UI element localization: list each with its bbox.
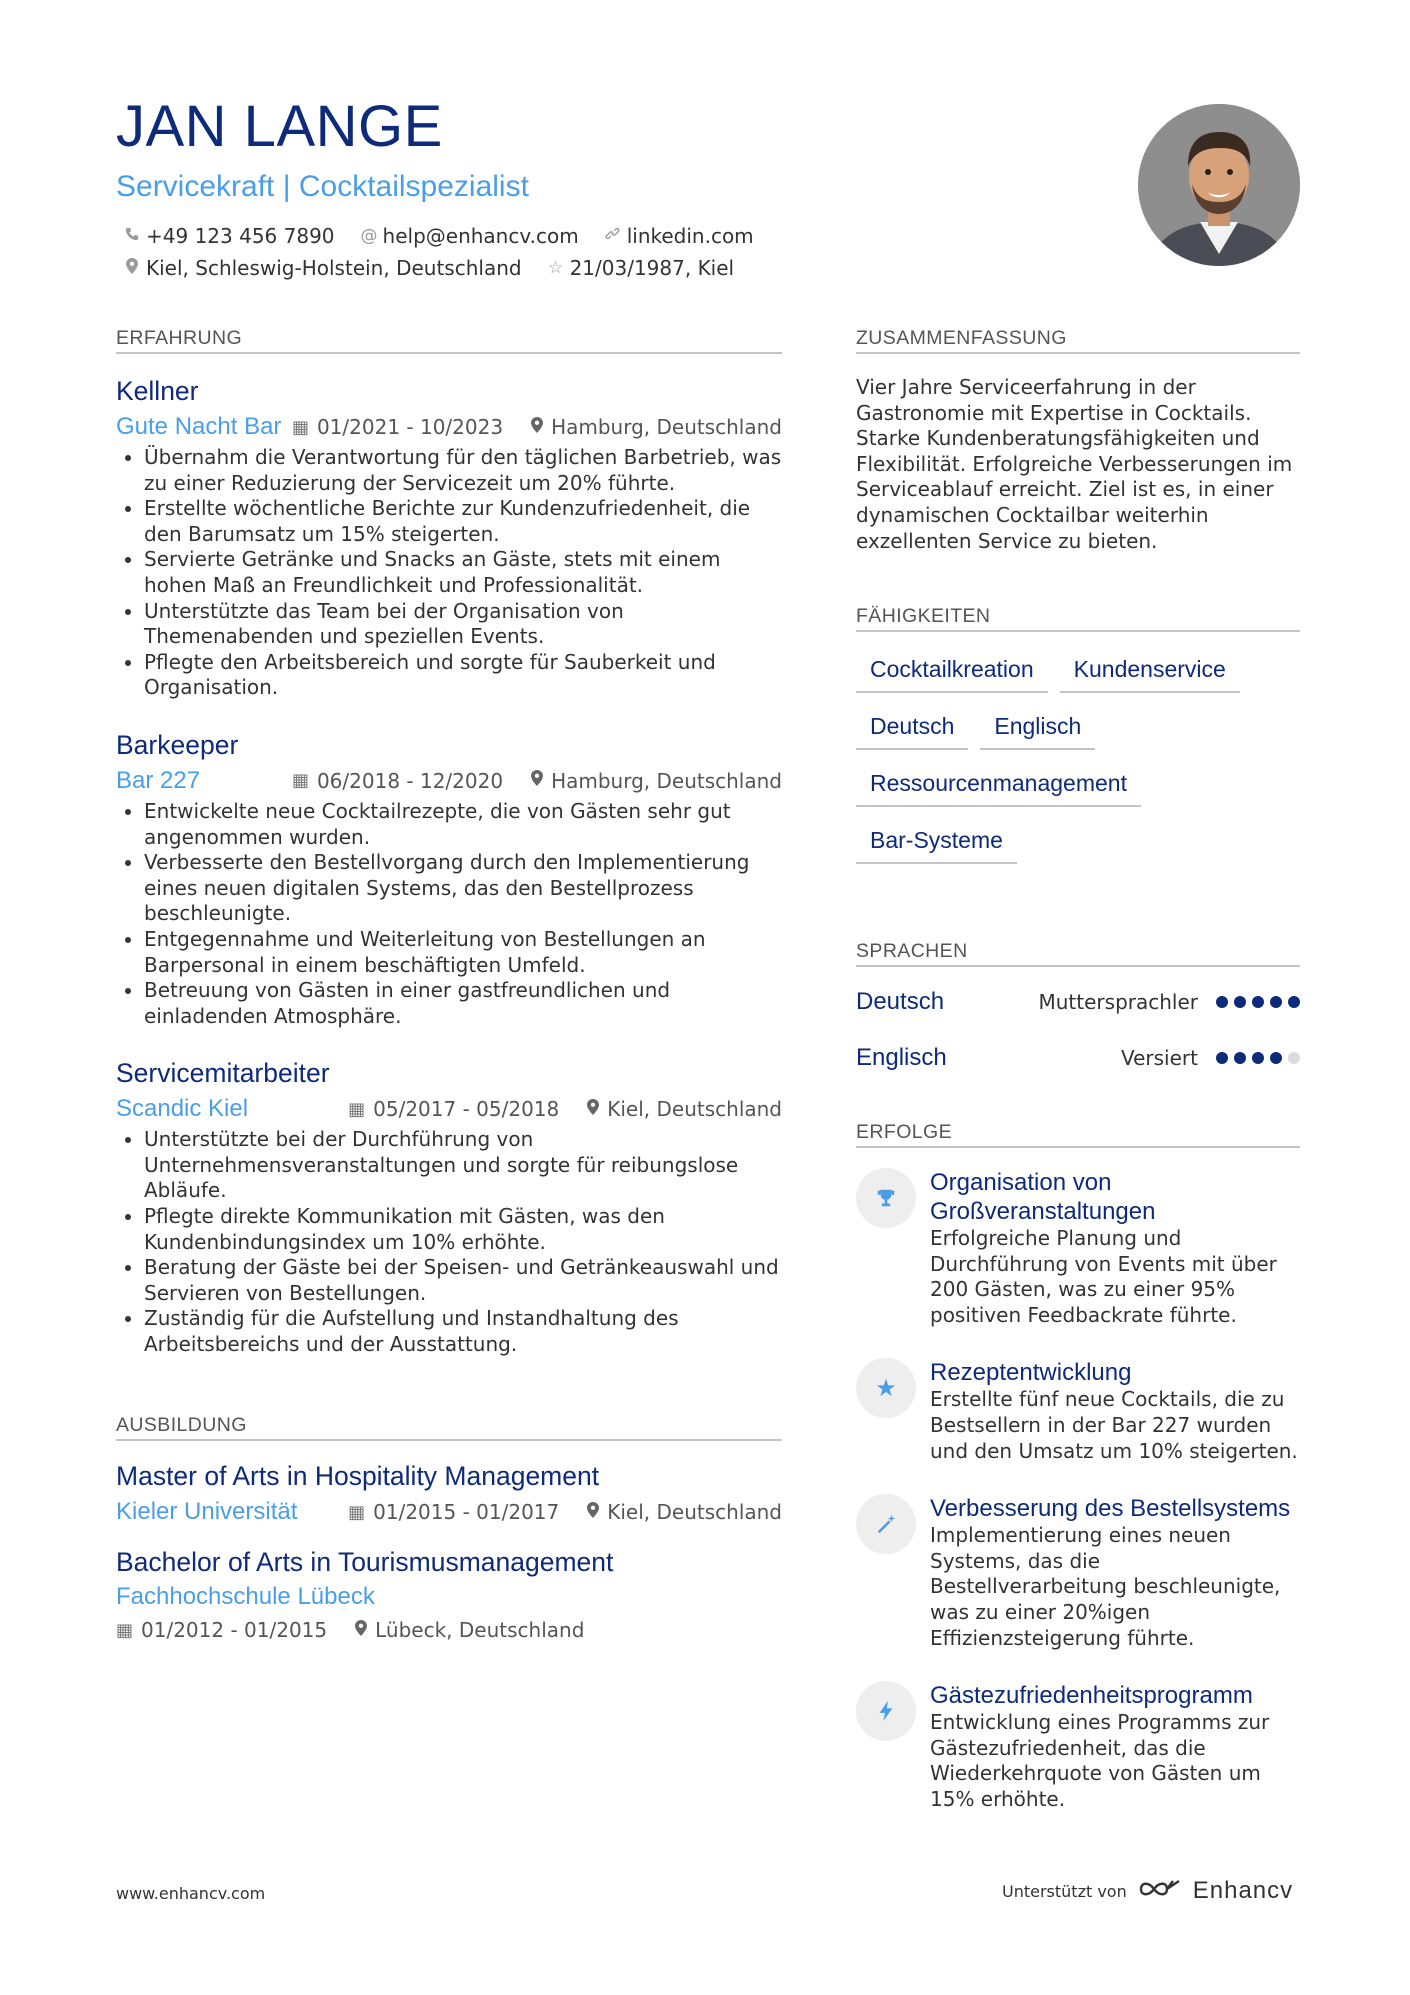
school-name: Fachhochschule Lübeck	[116, 1583, 375, 1610]
bullet: • Servierte Getränke und Snacks an Gäste, stets mit einem hohen Maß an Freundlichkeit und Professionalität.	[144, 547, 782, 598]
achievement-desc: Implementierung eines neuen Systems, das die Bestellverarbeitung beschleunigte, was zu einer 20%igen Effizienzsteigerung führte.	[930, 1523, 1281, 1650]
location-pin-icon	[355, 1620, 367, 1641]
job-meta	[116, 409, 782, 445]
contact-phone	[124, 224, 335, 248]
job-meta	[116, 1091, 782, 1127]
experience-item	[116, 373, 782, 701]
rating-dot-filled	[1252, 1052, 1264, 1064]
experience-item	[116, 727, 782, 1029]
bullet: • Übernahm die Verantwortung für den täglichen Barbetrieb, was zu einer Reduzierung der Servicezeit um 20% führte.	[144, 445, 782, 496]
education-item	[116, 1458, 782, 1530]
location-text: Hamburg, Deutschland	[551, 768, 782, 793]
job-title: Barkeeper	[116, 729, 239, 760]
job-meta	[116, 763, 782, 799]
section-header-skills: FÄHIGKEITEN	[856, 605, 1300, 632]
avatar	[1138, 104, 1300, 266]
degree-title: Master of Arts in Hospitality Management	[116, 1461, 600, 1491]
degree-title: Bachelor of Arts in Tourismusmanagement	[116, 1547, 614, 1577]
job-title: Kellner	[116, 376, 199, 406]
job-location	[531, 769, 782, 793]
education-location	[587, 1500, 782, 1524]
language-name: Englisch	[856, 1044, 947, 1071]
achievement-desc: Erstellte fünf neue Cocktails, die zu Bestsellern in der Bar 227 wurden und den Umsatz um 10% steigerten.	[930, 1387, 1298, 1463]
skill-tag: Deutsch	[856, 707, 968, 750]
location-text: Lübeck, Deutschland	[375, 1618, 585, 1642]
candidate-name: JAN LANGE	[116, 94, 443, 159]
rating-dot-filled	[1288, 996, 1300, 1008]
location-text: Kiel, Schleswig-Holstein, Deutschland	[146, 256, 522, 280]
skill-tag: Ressourcenmanagement	[856, 764, 1141, 807]
languages-list	[856, 974, 1300, 1086]
experience-list	[116, 373, 782, 1384]
achievement-item	[856, 1168, 1300, 1328]
contact-row-1	[124, 224, 754, 248]
education-meta	[116, 1614, 782, 1646]
language-rating	[1216, 996, 1300, 1008]
dates-text: 01/2015 - 01/2017	[373, 1500, 560, 1524]
achievement-desc: Erfolgreiche Planung und Durchführung von Events mit über 200 Gästen, was zu einer 95% positiven Feedbackrate führte.	[930, 1226, 1277, 1327]
job-dates	[292, 769, 503, 793]
contact-location	[124, 256, 522, 280]
education-meta	[116, 1494, 782, 1530]
location-pin-icon	[587, 1099, 599, 1120]
rating-dot-filled	[1234, 996, 1246, 1008]
phone-text: +49 123 456 7890	[146, 224, 335, 248]
experience-item	[116, 1055, 782, 1357]
school-name: Kieler Universität	[116, 1498, 298, 1525]
summary-block	[856, 375, 1300, 554]
trophy-icon	[856, 1168, 916, 1228]
section-header-achievements: ERFOLGE	[856, 1121, 1300, 1148]
rating-dot-filled	[1252, 996, 1264, 1008]
job-dates	[292, 415, 503, 439]
job-bullets	[116, 799, 782, 1029]
at-icon: @	[360, 226, 378, 246]
bullet: • Betreuung von Gästen in einer gastfreundlichen und einladenden Atmosphäre.	[144, 978, 782, 1029]
rating-dot-filled	[1270, 996, 1282, 1008]
rating-dot-filled	[1216, 1052, 1228, 1064]
magic-wand-icon	[856, 1494, 916, 1554]
job-bullets	[116, 1127, 782, 1357]
powered-by-text: Unterstützt von	[1002, 1881, 1127, 1901]
lightning-icon	[856, 1681, 916, 1741]
rating-dot-filled	[1216, 996, 1228, 1008]
dates-text: 01/2012 - 01/2015	[141, 1618, 328, 1642]
language-level: Muttersprachler	[1038, 990, 1198, 1014]
bullet: • Entwickelte neue Cocktailrezepte, die von Gästen sehr gut angenommen wurden.	[144, 799, 782, 850]
job-title: Servicemitarbeiter	[116, 1058, 330, 1089]
section-header-languages: SPRACHEN	[856, 940, 1300, 967]
company-name: Bar 227	[116, 766, 201, 794]
company-name: Scandic Kiel	[116, 1095, 249, 1123]
job-location	[587, 1097, 782, 1121]
section-header-education: AUSBILDUNG	[116, 1414, 782, 1441]
location-pin-icon	[531, 417, 543, 438]
dates-text: 05/2017 - 05/2018	[373, 1097, 560, 1122]
section-header-experience: ERFAHRUNG	[116, 327, 782, 354]
brand-name: Enhancv	[1192, 1877, 1294, 1904]
achievement-title: Verbesserung des Bestellsystems	[930, 1495, 1291, 1523]
location-pin-icon	[531, 770, 543, 791]
skill-tag: Cocktailkreation	[856, 650, 1048, 693]
dates-text: 01/2021 - 10/2023	[316, 415, 504, 439]
bullet: • Erstellte wöchentliche Berichte zur Kundenzufriedenheit, die den Barumsatz um 15% steigerten.	[144, 496, 782, 547]
education-location	[355, 1618, 584, 1642]
enhancv-logo-icon	[1137, 1876, 1183, 1906]
calendar-icon: ▦	[348, 1501, 366, 1523]
summary-text: Vier Jahre Serviceerfahrung in der Gastronomie mit Expertise in Cocktails. Starke Kundenberatungsfähigkeiten und Flexibilität. Erfolgreiche Verbesserungen im Serviceablauf erreicht. Ziel ist es, in einer dynamischen Cocktailbar weiterhin exzellenten Service zu bieten.	[856, 375, 1293, 553]
bullet: • Pflegte den Arbeitsbereich und sorgte für Sauberkeit und Organisation.	[144, 650, 782, 701]
rating-dot-empty	[1288, 1052, 1300, 1064]
education-list	[116, 1458, 782, 1646]
email-text: help@enhancv.com	[382, 224, 579, 248]
calendar-icon: ▦	[291, 416, 309, 438]
star-icon: ★	[856, 1358, 916, 1418]
bullet: • Beratung der Gäste bei der Speisen- und Getränkeauswahl und Servieren von Bestellungen.	[144, 1255, 782, 1306]
job-dates	[348, 1097, 559, 1121]
linkedin-text: linkedin.com	[626, 224, 754, 248]
skill-tag: Kundenservice	[1060, 650, 1240, 693]
achievement-item	[856, 1358, 1300, 1464]
birth-text: 21/03/1987, Kiel	[569, 256, 735, 280]
section-header-summary: ZUSAMMENFASSUNG	[856, 327, 1300, 354]
education-item	[116, 1544, 782, 1646]
achievement-title: Gästezufriedenheitsprogramm	[930, 1682, 1253, 1710]
language-rating	[1216, 1052, 1300, 1064]
footer-branding	[1002, 1876, 1293, 1906]
achievement-desc: Entwicklung eines Programms zur Gästezufriedenheit, das die Wiederkehrquote von Gästen um 15% erhöhte.	[930, 1710, 1270, 1811]
location-pin-icon	[124, 258, 140, 279]
location-pin-icon	[587, 1502, 599, 1523]
contact-email[interactable]	[361, 224, 579, 248]
calendar-icon: ▦	[291, 770, 309, 792]
location-text: Kiel, Deutschland	[607, 1097, 782, 1122]
bullet: • Entgegennahme und Weiterleitung von Bestellungen an Barpersonal in einem beschäftigten Umfeld.	[144, 927, 782, 978]
language-level: Versiert	[1120, 1046, 1198, 1070]
location-text: Kiel, Deutschland	[607, 1500, 782, 1524]
star-outline-icon: ☆	[547, 258, 564, 278]
footer-website[interactable]: www.enhancv.com	[116, 1884, 266, 1903]
company-name: Gute Nacht Bar	[116, 413, 282, 440]
bullet: • Unterstützte das Team bei der Organisation von Themenabenden und speziellen Events.	[144, 599, 782, 650]
bullet: • Pflegte direkte Kommunikation mit Gästen, was den Kundenbindungsindex um 10% erhöhte.	[144, 1204, 782, 1255]
skill-tag: Bar-Systeme	[856, 821, 1017, 864]
contact-linkedin[interactable]	[605, 224, 754, 248]
rating-dot-filled	[1270, 1052, 1282, 1064]
skill-tag: Englisch	[980, 707, 1095, 750]
achievement-title: Rezeptentwicklung	[930, 1359, 1132, 1387]
candidate-title: Servicekraft | Cocktailspezialist	[116, 170, 529, 203]
location-text: Hamburg, Deutschland	[551, 415, 782, 439]
language-name: Deutsch	[856, 988, 945, 1015]
calendar-icon: ▦	[116, 1619, 134, 1641]
phone-icon	[124, 226, 140, 246]
job-bullets	[116, 445, 782, 701]
bullet: • Zuständig für die Aufstellung und Instandhaltung des Arbeitsbereichs und der Ausstattung.	[144, 1306, 782, 1357]
education-dates	[348, 1500, 559, 1524]
achievement-item	[856, 1494, 1300, 1651]
language-item	[856, 1030, 1300, 1086]
job-location	[531, 415, 782, 439]
language-item	[856, 974, 1300, 1030]
contact-birth	[548, 256, 735, 280]
dates-text: 06/2018 - 12/2020	[316, 768, 504, 793]
achievement-title: Organisation von Großveranstaltungen	[930, 1169, 1156, 1225]
education-dates	[116, 1618, 327, 1642]
bullet: • Unterstützte bei der Durchführung von Unternehmensveranstaltungen und sorgte für reibungslose Abläufe.	[144, 1127, 782, 1204]
achievements-list	[856, 1168, 1300, 1843]
rating-dot-filled	[1234, 1052, 1246, 1064]
skills-list	[856, 650, 1300, 878]
calendar-icon: ▦	[348, 1098, 366, 1120]
link-icon	[605, 226, 621, 246]
contact-row-2	[124, 256, 734, 280]
bullet: • Verbesserte den Bestellvorgang durch den Implementierung eines neuen digitalen Systems, das den Bestellprozess beschleunigte.	[144, 850, 782, 927]
achievement-item	[856, 1681, 1300, 1812]
